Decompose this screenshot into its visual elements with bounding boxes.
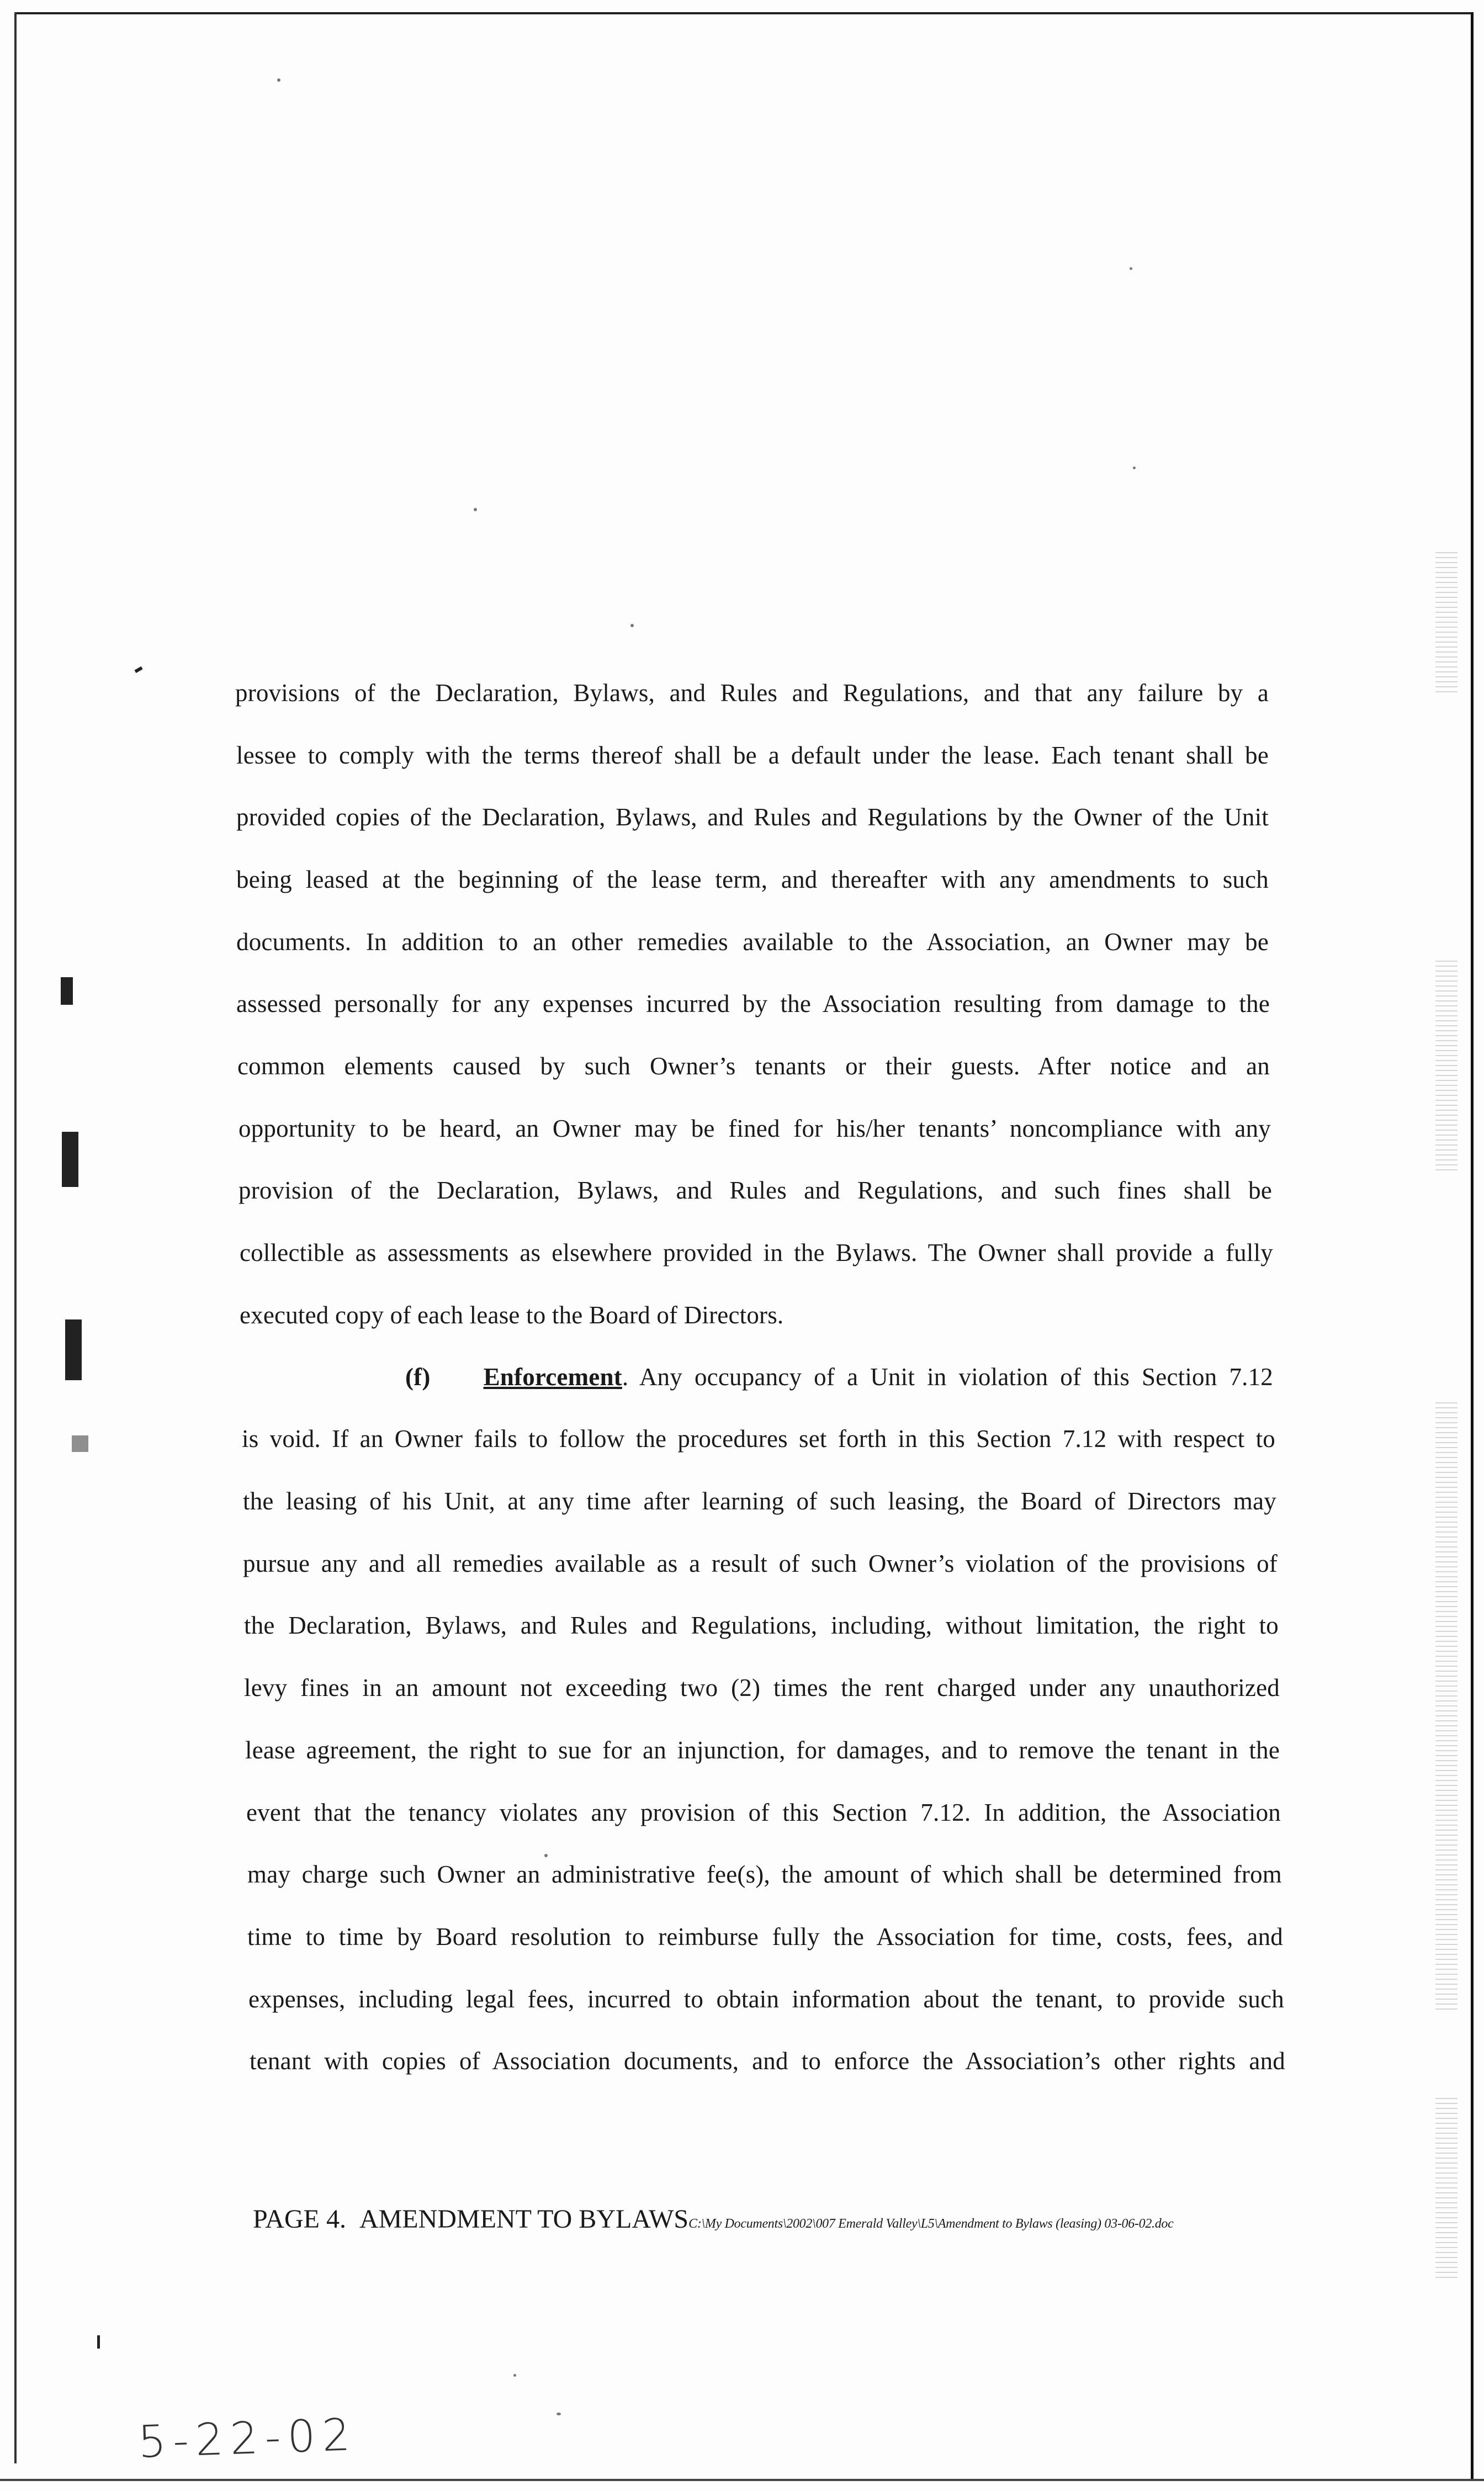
footer-page-label: PAGE 4. xyxy=(253,2204,346,2234)
scan-edge-left xyxy=(14,12,17,2463)
section-f-heading xyxy=(405,1361,1273,1392)
scan-speck xyxy=(277,78,280,82)
scan-speck xyxy=(556,2413,561,2415)
section-number: (f) xyxy=(405,1363,431,1391)
section-title: Enforcement xyxy=(483,1363,622,1391)
scan-noise xyxy=(1435,552,1458,696)
section-f-line: pursue any and all remedies available as a result of such Owner’s violation of the provisions of xyxy=(243,1550,1278,1577)
scan-speck xyxy=(630,624,634,627)
section-f-line: levy fines in an amount not exceeding two (2) times the rent charged under any unauthorized xyxy=(244,1674,1280,1702)
body-line: collectible as assessments as elsewhere provided in the Bylaws. The Owner shall provide a fully xyxy=(240,1239,1273,1266)
section-f-line: event that the tenancy violates any provision of this Section 7.12. In addition, the Association xyxy=(246,1799,1281,1826)
section-f-line: the leasing of his Unit, at any time after learning of such leasing, the Board of Directors may xyxy=(243,1487,1276,1515)
scan-noise xyxy=(1435,1402,1458,2010)
section-heading-run xyxy=(484,1361,622,1392)
scan-mark xyxy=(72,1435,88,1452)
scan-speck xyxy=(1130,267,1132,270)
scan-mark xyxy=(134,666,142,673)
page-footer xyxy=(253,2203,1173,2240)
scan-speck xyxy=(1133,467,1136,469)
section-f-line: lease agreement, the right to sue for an injunction, for damages, and to remove the tenant in the xyxy=(245,1736,1280,1764)
body-line: executed copy of each lease to the Board of Directors. xyxy=(240,1301,784,1329)
scan-speck xyxy=(513,2374,516,2377)
body-line: documents. In addition to an other remedies available to the Association, an Owner may be xyxy=(236,928,1269,956)
section-first-line: . Any occupancy of a Unit in violation of this Section 7.12 xyxy=(622,1363,1273,1391)
handwritten-date: 5-22-02 xyxy=(137,2409,358,2468)
footer-doc-title: AMENDMENT TO BYLAWS xyxy=(359,2204,689,2234)
scan-speck xyxy=(544,1854,548,1857)
section-f-line: may charge such Owner an administrative fee(s), the amount of which shall be determined from xyxy=(247,1861,1282,1888)
scan-noise xyxy=(1435,2098,1458,2280)
scan-speck xyxy=(474,508,477,511)
scan-mark xyxy=(62,1132,78,1187)
body-line: provided copies of the Declaration, Bylaws, and Rules and Regulations by the Owner of the Unit xyxy=(236,803,1269,831)
scan-mark xyxy=(97,2335,100,2349)
scan-mark xyxy=(65,1319,82,1380)
section-f-line: tenant with copies of Association documents, and to enforce the Association’s other rights and xyxy=(250,2047,1285,2075)
body-line: provisions of the Declaration, Bylaws, and Rules and Regulations, and that any failure by a xyxy=(235,679,1269,707)
body-line: lessee to comply with the terms thereof shall be a default under the lease. Each tenant shall be xyxy=(236,741,1269,769)
footer-file-path: C:\My Documents\2002\007 Emerald Valley\L5\Amendment to Bylaws (leasing) 03-06-02.doc xyxy=(688,2217,1174,2231)
section-f-line: the Declaration, Bylaws, and Rules and Regulations, including, without limitation, the right to xyxy=(244,1612,1279,1639)
section-f-line: expenses, including legal fees, incurred to obtain information about the tenant, to provide such xyxy=(248,1985,1284,2013)
section-f-line: is void. If an Owner fails to follow the procedures set forth in this Section 7.12 with respect to xyxy=(242,1425,1275,1453)
body-line: opportunity to be heard, an Owner may be fined for his/her tenants’ noncompliance with any xyxy=(239,1115,1271,1142)
scan-edge-top xyxy=(17,12,1472,14)
scan-edge-bottom xyxy=(0,2479,1484,2481)
section-heading-text xyxy=(484,1361,1273,1392)
body-line: provision of the Declaration, Bylaws, and Rules and Regulations, and such fines shall be xyxy=(239,1176,1272,1204)
body-line: common elements caused by such Owner’s tenants or their guests. After notice and an xyxy=(237,1052,1270,1080)
section-f-line: time to time by Board resolution to reimburse fully the Association for time, costs, fees, and xyxy=(247,1923,1283,1951)
scan-noise xyxy=(1435,961,1458,1170)
body-line: assessed personally for any expenses incurred by the Association resulting from damage to the xyxy=(236,990,1270,1017)
scan-edge-right xyxy=(1471,12,1474,2480)
body-line: being leased at the beginning of the lease term, and thereafter with any amendments to such xyxy=(236,866,1269,893)
scan-mark xyxy=(61,977,73,1005)
